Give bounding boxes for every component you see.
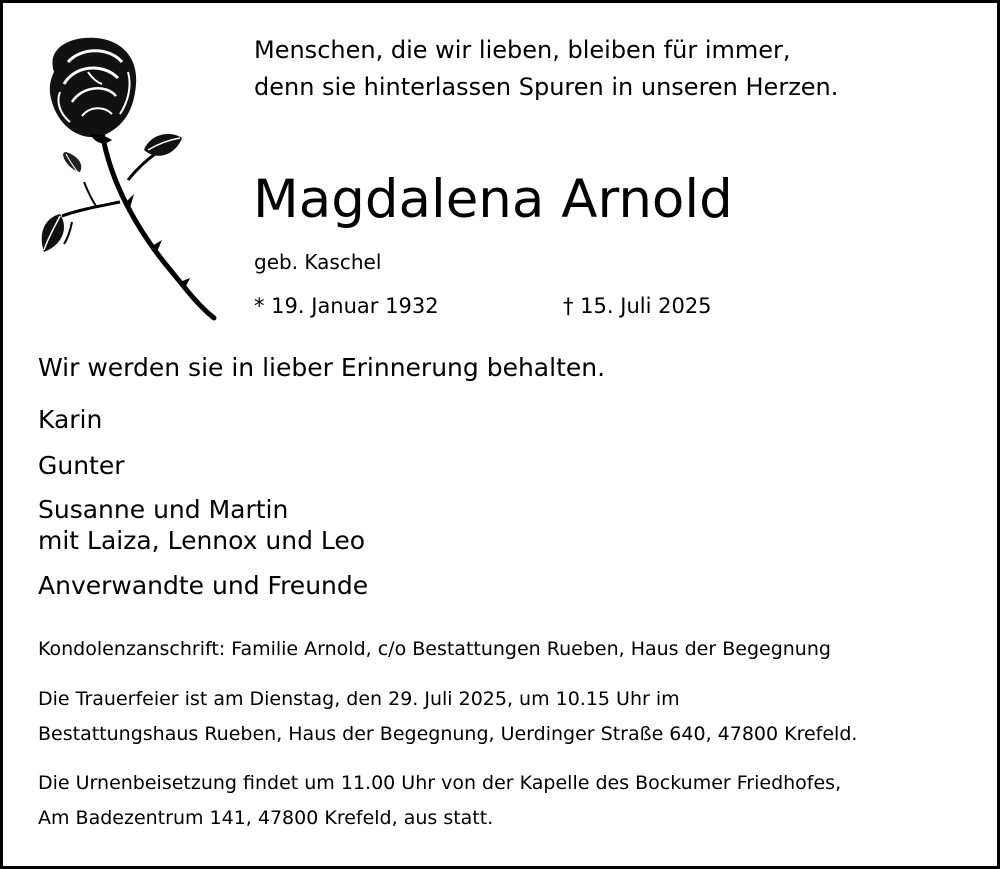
mourner-children: mit Laiza, Lennox und Leo: [38, 526, 366, 555]
maiden-name: geb. Kaschel: [254, 250, 382, 274]
mourner-susanne-martin: Susanne und Martin: [38, 495, 289, 524]
mourner-relatives: Anverwandte und Freunde: [38, 571, 369, 600]
mourner-gunter: Gunter: [38, 451, 125, 480]
memorial-quote: [254, 32, 838, 106]
mourner-karin: Karin: [38, 405, 103, 434]
condolence-address: Kondolenzanschrift: Familie Arnold, c/o Bestattungen Rueben, Haus der Begegnung: [38, 638, 831, 660]
death-date: † 15. Juli 2025: [563, 294, 712, 318]
service-info-line-2: Bestattungshaus Rueben, Haus der Begegnung, Uerdinger Straße 640, 47800 Krefeld.: [38, 723, 858, 745]
burial-info-line-1: Die Urnenbeisetzung findet um 11.00 Uhr von der Kapelle des Bockumer Friedhofes,: [38, 772, 842, 794]
deceased-name: Magdalena Arnold: [253, 169, 733, 230]
quote-line-1: Menschen, die wir lieben, bleiben für immer,: [254, 36, 791, 64]
quote-line-2: denn sie hinterlassen Spuren in unseren Herzen.: [254, 73, 839, 101]
birth-date: * 19. Januar 1932: [254, 294, 439, 318]
service-info-line-1: Die Trauerfeier ist am Dienstag, den 29. Juli 2025, um 10.15 Uhr im: [38, 688, 680, 710]
memory-line: Wir werden sie in lieber Erinnerung behalten.: [38, 353, 606, 382]
rose-icon: [30, 32, 230, 324]
burial-info-line-2: Am Badezentrum 141, 47800 Krefeld, aus statt.: [38, 807, 494, 829]
